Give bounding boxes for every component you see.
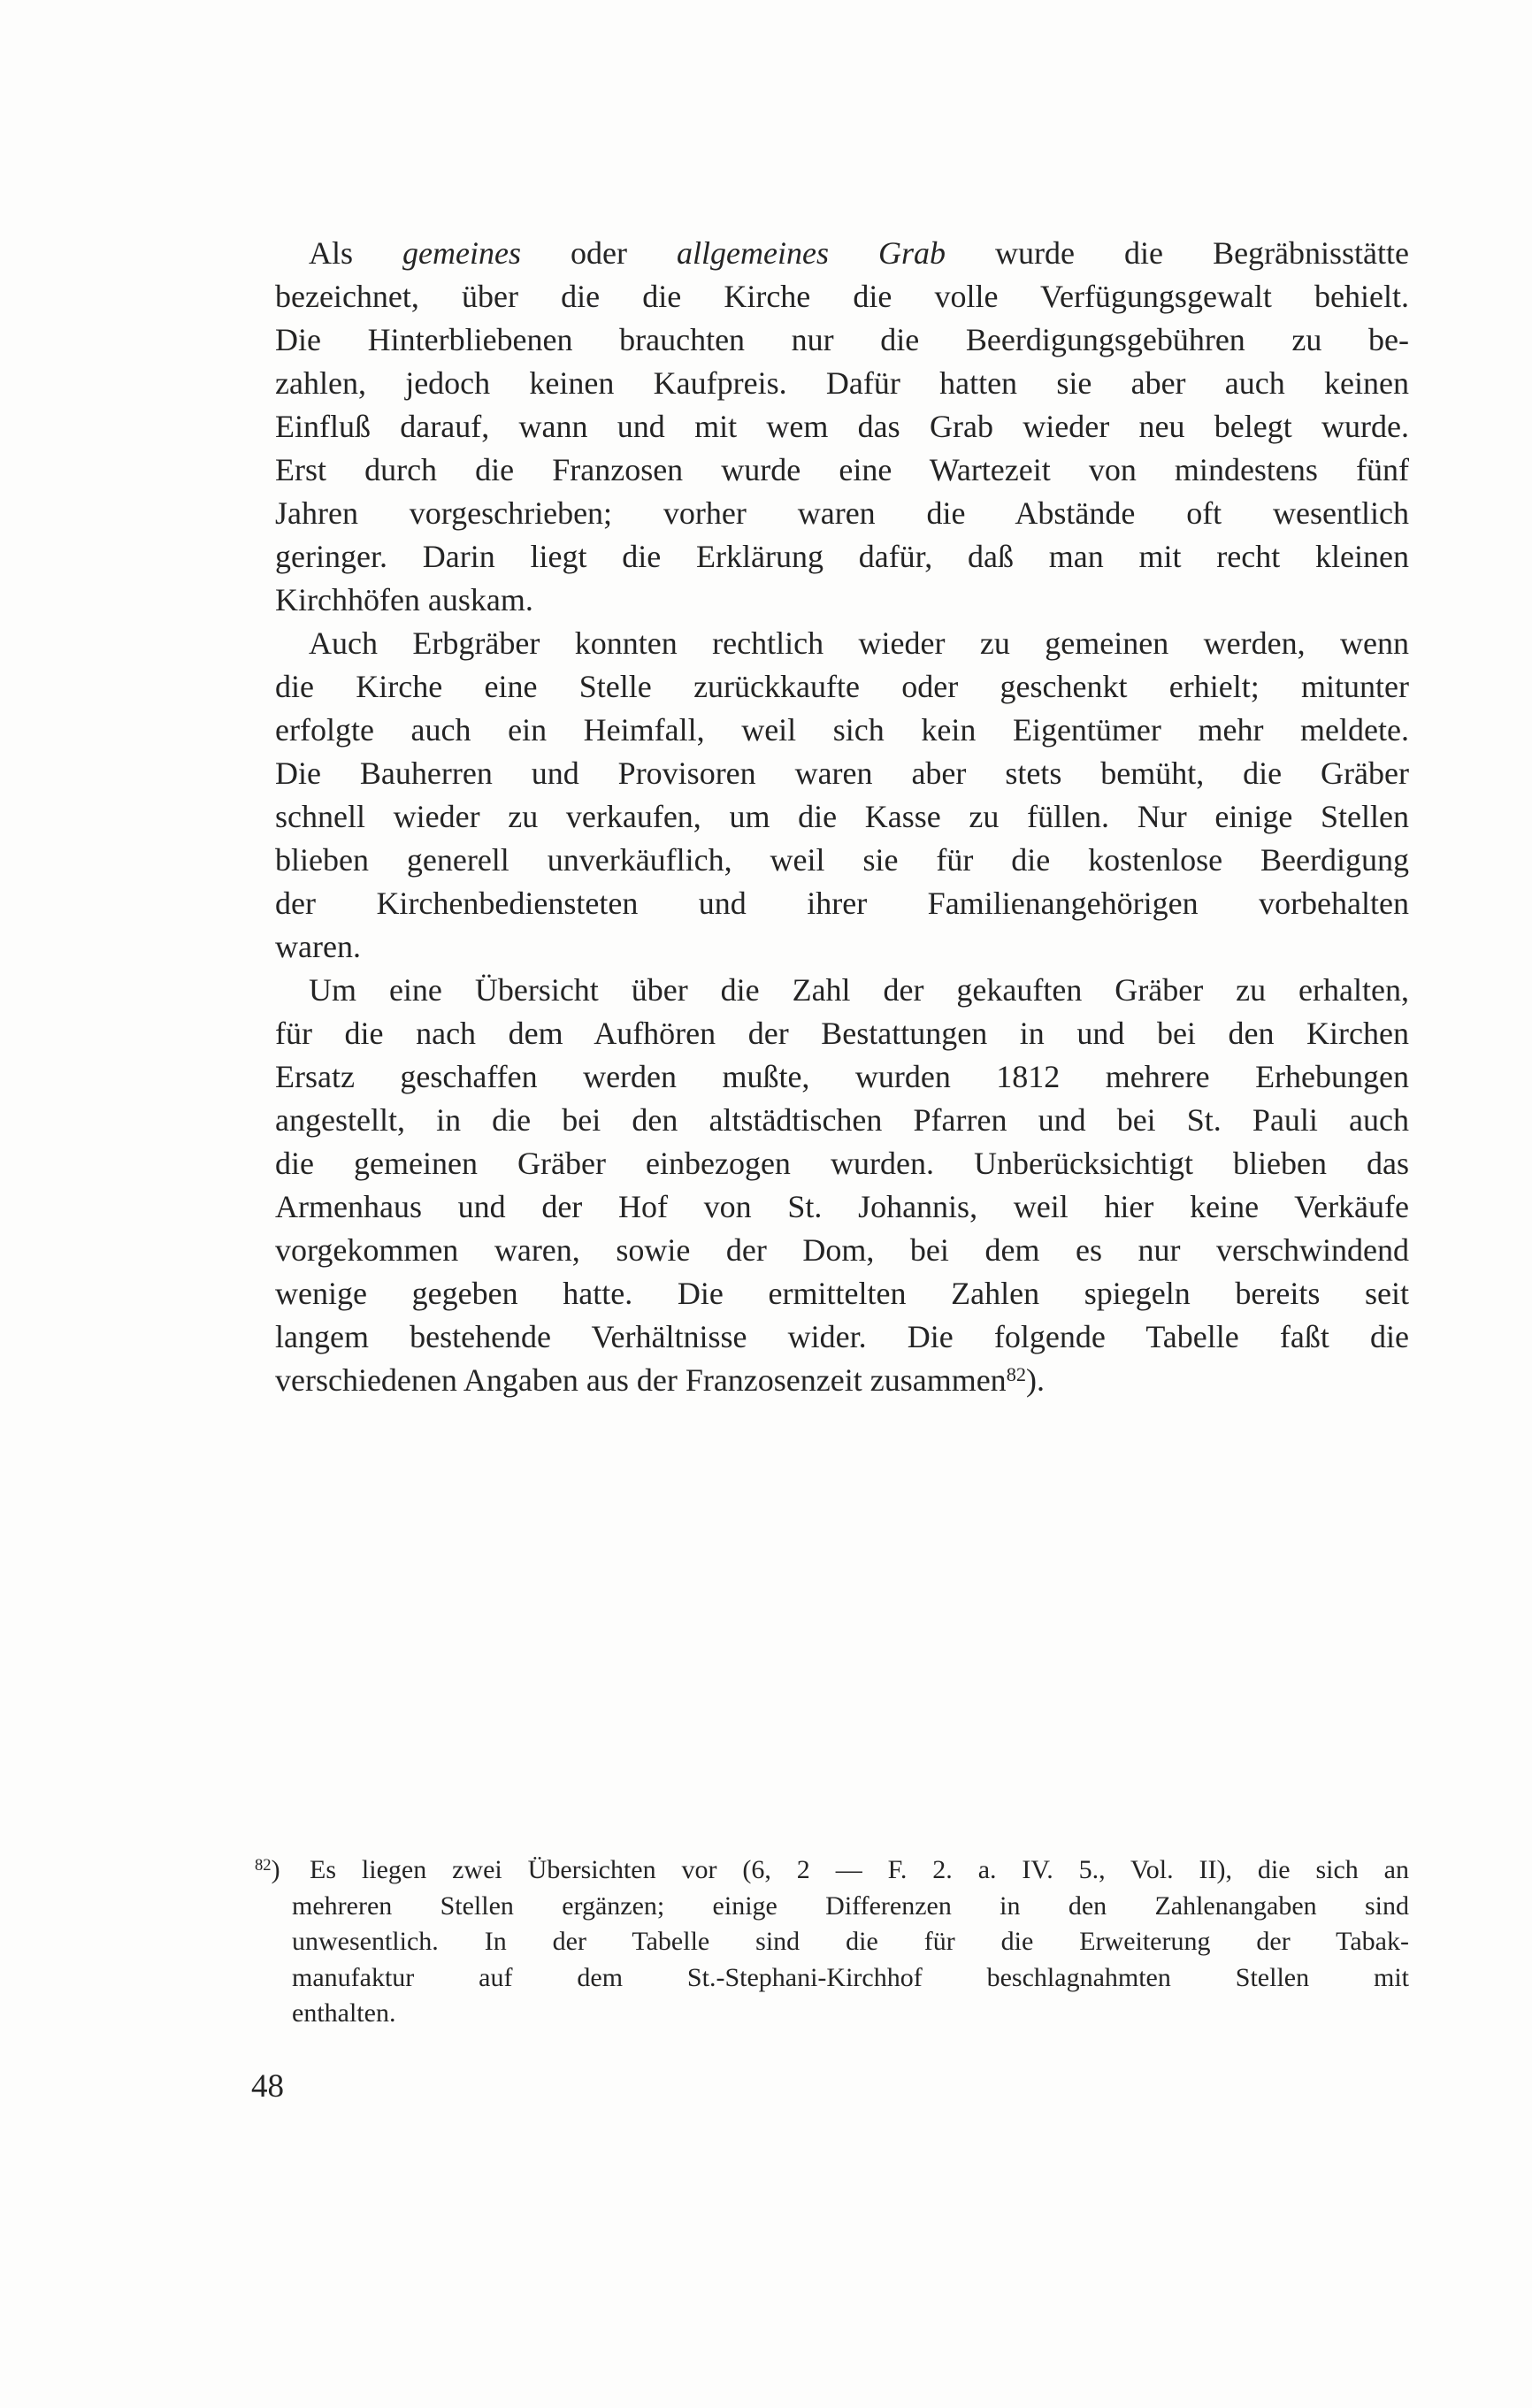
page-number: 48 bbox=[251, 2068, 284, 2105]
text-line: unwesentlich. In der Tabelle sind die für die Erweiterung der Tabak- bbox=[292, 1927, 1409, 1956]
footnote-lines bbox=[255, 1852, 1409, 2032]
text-line: Auch Erbgräber konnten rechtlich wieder zu gemeinen werden, wenn bbox=[309, 625, 1409, 661]
text-line: Um eine Übersicht über die Zahl der gekauften Gräber zu erhalten, bbox=[309, 972, 1409, 1008]
text-line: schnell wieder zu verkaufen, um die Kasse zu füllen. Nur einige Stellen bbox=[275, 799, 1409, 834]
text-line: angestellt, in die bei den altstädtischen Pfarren und bei St. Pauli auch bbox=[275, 1102, 1409, 1138]
text-line: Einfluß darauf, wann und mit wem das Grab wieder neu belegt wurde. bbox=[275, 409, 1409, 444]
text-line: wenige gegeben hatte. Die ermittelten Zahlen spiegeln bereits seit bbox=[275, 1276, 1409, 1311]
footnote bbox=[255, 1852, 1409, 2032]
text-line: langem bestehende Verhältnisse wider. Die folgende Tabelle faßt die bbox=[275, 1319, 1409, 1354]
text-line: Ersatz geschaffen werden mußte, wurden 1812 mehrere Erhebungen bbox=[275, 1059, 1409, 1094]
text-line: Als gemeines oder allgemeines Grab wurde die Begräbnisstätte bbox=[309, 235, 1410, 271]
text-line: waren. bbox=[275, 929, 361, 964]
text-line: für die nach dem Aufhören der Bestattungen in und bei den Kirchen bbox=[275, 1016, 1409, 1051]
footnote-marker-paren: ) bbox=[271, 1855, 280, 1884]
text-line: zahlen, jedoch keinen Kaufpreis. Dafür hatten sie aber auch keinen bbox=[275, 365, 1409, 401]
text-line: die gemeinen Gräber einbezogen wurden. Unberücksichtigt blieben das bbox=[275, 1146, 1409, 1181]
paragraph bbox=[275, 622, 1409, 969]
text-line: die Kirche eine Stelle zurückkaufte oder geschenkt erhielt; mitunter bbox=[275, 669, 1409, 704]
paragraph bbox=[275, 232, 1409, 622]
text-line: Die Hinterbliebenen brauchten nur die Beerdigungsgebühren zu be- bbox=[275, 322, 1409, 357]
text-line: Armenhaus und der Hof von St. Johannis, weil hier keine Verkäufe bbox=[275, 1189, 1409, 1224]
text-line: Es liegen zwei Übersichten vor (6, 2 — F. 2. a. IV. 5., Vol. II), die sich an bbox=[310, 1855, 1409, 1884]
text-line: enthalten. bbox=[292, 1998, 396, 2028]
text-line: blieben generell unverkäuflich, weil sie für die kostenlose Beerdigung bbox=[275, 842, 1409, 878]
text-line: Kirchhöfen auskam. bbox=[275, 582, 533, 617]
main-text bbox=[275, 232, 1409, 1402]
text-line: manufaktur auf dem St.-Stephani-Kirchhof beschlagnahmten Stellen mit bbox=[292, 1962, 1409, 1992]
text-line: Jahren vorgeschrieben; vorher waren die Abstände oft wesentlich bbox=[275, 495, 1409, 531]
text-line: Erst durch die Franzosen wurde eine Wartezeit von mindestens fünf bbox=[275, 452, 1409, 487]
text-line: der Kirchenbediensteten und ihrer Familienangehörigen vorbehalten bbox=[275, 886, 1409, 921]
text-line: Die Bauherren und Provisoren waren aber stets bemüht, die Gräber bbox=[275, 755, 1409, 791]
text-line: verschiedenen Angaben aus der Franzosenzeit zusammen$^{82}$). bbox=[275, 1362, 1045, 1398]
footnote-marker-number: 82 bbox=[255, 1856, 272, 1875]
text-line: geringer. Darin liegt die Erklärung dafür, daß man mit recht kleinen bbox=[275, 539, 1409, 574]
text-line: mehreren Stellen ergänzen; einige Differenzen in den Zahlenangaben sind bbox=[292, 1890, 1409, 1921]
text-line: bezeichnet, über die die Kirche die volle Verfügungsgewalt behielt. bbox=[275, 279, 1409, 314]
text-line: erfolgte auch ein Heimfall, weil sich kein Eigentümer mehr meldete. bbox=[275, 712, 1409, 748]
footnote-marker bbox=[255, 1852, 280, 1889]
paragraph bbox=[275, 969, 1409, 1402]
text-line: vorgekommen waren, sowie der Dom, bei dem es nur verschwindend bbox=[275, 1232, 1409, 1268]
